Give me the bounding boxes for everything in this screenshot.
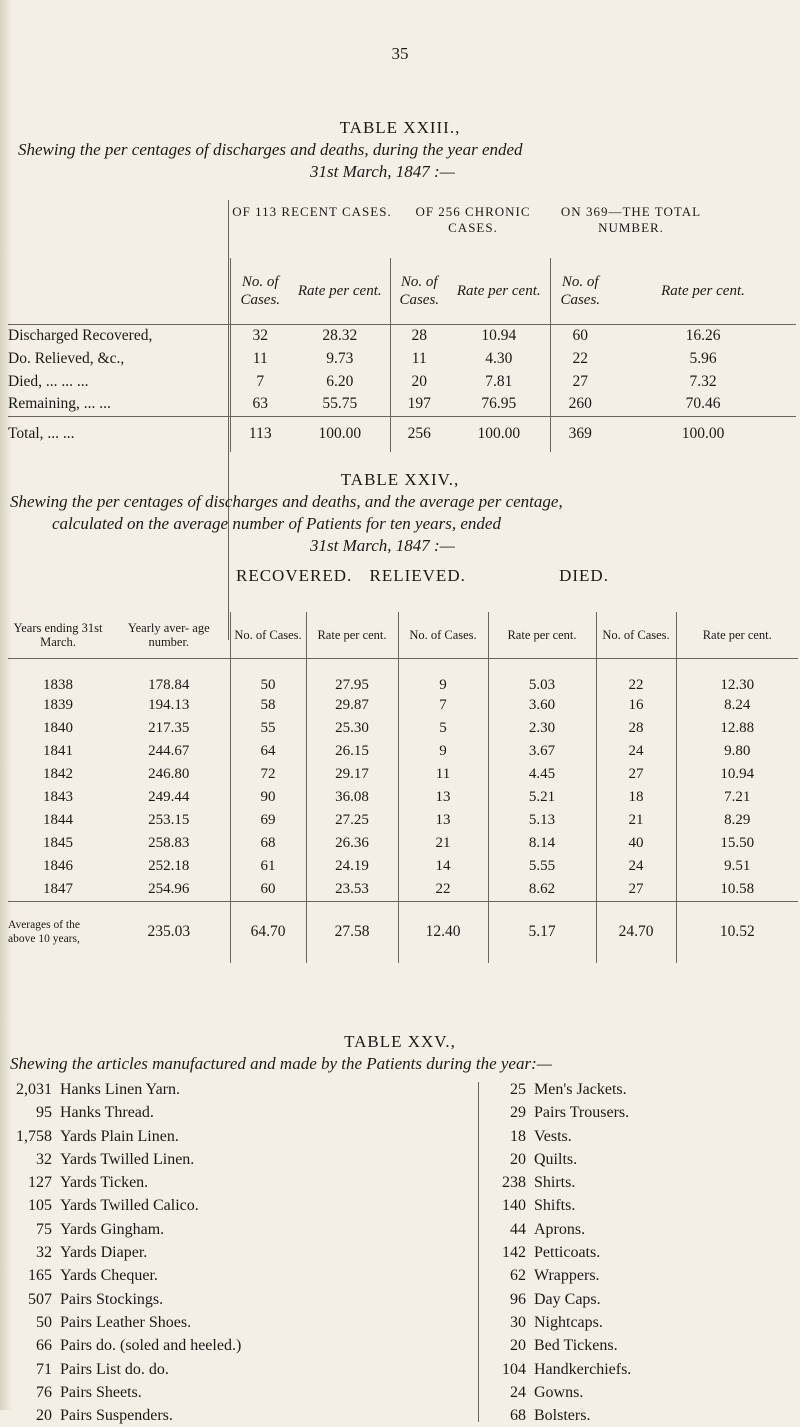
- t24-cell: 27.95: [306, 658, 398, 694]
- article-quantity: 44: [510, 1220, 526, 1238]
- t24-row: [8, 786, 798, 809]
- article-name: Yards Twilled Calico.: [60, 1197, 199, 1215]
- article-name: Hanks Linen Yarn.: [60, 1081, 180, 1098]
- t24-cell: 18: [596, 786, 676, 809]
- t24-cell: 244.67: [148, 743, 190, 759]
- t23-total-cell: 113: [230, 416, 290, 452]
- table-xxiv-caption-line3: 31st March, 1847 :—: [310, 536, 455, 555]
- t24-cell: 1844: [43, 812, 73, 828]
- t24-group-relieved: RELIEVED.: [369, 566, 466, 585]
- t24-cell: 8.62: [488, 878, 596, 901]
- t24-cell: 194.13: [148, 697, 190, 713]
- t23-cell: 32: [230, 324, 290, 347]
- t24-cell: 1847: [43, 880, 73, 897]
- t24-cell: 90: [230, 786, 306, 809]
- t23-cell: 55.75: [322, 395, 358, 413]
- t24-col-header: Rate per cent.: [676, 612, 798, 658]
- t23-cell: 63: [230, 393, 290, 416]
- t24-cell: 5.03: [488, 658, 596, 694]
- article-name: Day Caps.: [534, 1290, 601, 1308]
- t24-row: [8, 763, 798, 786]
- t23-subheader-rate: Rate per cent.: [661, 282, 745, 299]
- article-item: [478, 1311, 631, 1334]
- article-item: [4, 1218, 241, 1241]
- article-item: [478, 1194, 631, 1217]
- t24-cell: 1840: [43, 720, 73, 736]
- article-quantity: 32: [36, 1150, 52, 1168]
- t24-col-header: Rate per cent.: [306, 612, 398, 658]
- t24-col-header: No. of Cases.: [596, 612, 676, 658]
- t23-total-label: Total, ... ...: [8, 425, 75, 443]
- t24-cell: 2.30: [488, 717, 596, 740]
- article-name: Bolsters.: [534, 1407, 591, 1425]
- article-quantity: 20: [510, 1150, 526, 1168]
- t24-col-header: Years ending 31st March.: [13, 620, 103, 649]
- t24-avg-cell: 5.17: [488, 901, 596, 963]
- t24-cell: 16: [596, 694, 676, 717]
- article-name: Yards Ticken.: [60, 1174, 149, 1192]
- t23-cell: 260: [550, 393, 610, 416]
- article-quantity: 71: [36, 1360, 52, 1378]
- article-name: Yards Twilled Linen.: [60, 1150, 195, 1168]
- article-name: Hanks Thread.: [60, 1104, 154, 1122]
- article-item: [4, 1194, 241, 1217]
- article-item: [478, 1241, 631, 1264]
- t23-group-recent: OF 113 RECENT CASES.: [232, 204, 392, 219]
- t24-cell: 12.30: [676, 658, 798, 694]
- t23-total-cell: 256: [390, 416, 448, 452]
- article-name: Pairs Stockings.: [60, 1290, 164, 1308]
- t24-cell: 11: [398, 763, 488, 786]
- t24-col-header: No. of Cases.: [230, 612, 306, 658]
- t23-row: [8, 324, 796, 347]
- t23-row: [8, 347, 796, 370]
- article-name: Pairs do. (soled and heeled.): [60, 1337, 242, 1355]
- article-quantity: 50: [36, 1313, 52, 1331]
- article-name: Pairs Suspenders.: [60, 1407, 173, 1425]
- t23-total-cell: 100.00: [318, 425, 362, 443]
- t24-cell: 58: [230, 694, 306, 717]
- article-name: Wrappers.: [534, 1267, 600, 1285]
- article-quantity: 105: [28, 1197, 52, 1215]
- article-name: Bed Tickens.: [534, 1337, 618, 1355]
- article-name: Gowns.: [534, 1383, 584, 1401]
- article-item: [4, 1171, 241, 1194]
- table-xxv-caption: Shewing the articles manufactured and made by the Patients during the year:—: [10, 1054, 552, 1073]
- article-quantity: 95: [36, 1104, 52, 1122]
- article-name: Shirts.: [534, 1174, 576, 1192]
- t24-cell: 5: [398, 717, 488, 740]
- article-name: Vests.: [534, 1127, 572, 1145]
- t24-cell: 258.83: [148, 835, 190, 851]
- t24-cell: 5.55: [488, 855, 596, 878]
- articles-list-left: [4, 1078, 241, 1427]
- t23-cell: 27: [550, 370, 610, 393]
- article-name: Aprons.: [534, 1220, 586, 1238]
- article-quantity: 140: [502, 1197, 526, 1215]
- t23-subheader-rate: Rate per cent.: [456, 282, 541, 299]
- article-item: [478, 1264, 631, 1287]
- t24-cell: 61: [230, 855, 306, 878]
- article-item: [478, 1381, 631, 1404]
- t24-cell: 21: [596, 809, 676, 832]
- t24-cell: 29.87: [306, 694, 398, 717]
- t24-cell: 72: [230, 763, 306, 786]
- article-quantity: 75: [36, 1220, 52, 1238]
- table-xxiv: [8, 612, 798, 963]
- article-quantity: 104: [502, 1360, 526, 1378]
- t23-cell: 4.30: [485, 349, 513, 367]
- t24-cell: 1845: [43, 835, 73, 851]
- article-name: Yards Plain Linen.: [60, 1127, 179, 1145]
- t24-cell: 1842: [43, 766, 73, 782]
- t23-cell: 28: [390, 324, 448, 347]
- t24-cell: 254.96: [148, 880, 190, 897]
- t24-avg-cell: 10.52: [676, 901, 798, 963]
- article-quantity: 30: [510, 1313, 526, 1331]
- table-xxiv-title: TABLE XXIV.,: [340, 470, 460, 489]
- article-name: Yards Gingham.: [60, 1220, 165, 1238]
- article-quantity: 29: [510, 1104, 526, 1122]
- article-item: [4, 1288, 241, 1311]
- t23-cell: 16.26: [685, 326, 721, 344]
- t24-cell: 50: [230, 658, 306, 694]
- t24-col-header: No. of Cases.: [398, 612, 488, 658]
- article-quantity: 25: [510, 1081, 526, 1098]
- article-name: Quilts.: [534, 1150, 578, 1168]
- t24-cell: 10.94: [676, 763, 798, 786]
- table-xxv-title: TABLE XXV.,: [344, 1032, 456, 1051]
- t24-avg-cell: 24.70: [596, 901, 676, 963]
- t23-group-total: ON 369—THE TOTAL NUMBER.: [560, 204, 702, 235]
- t24-cell: 13: [398, 786, 488, 809]
- article-quantity: 238: [502, 1174, 526, 1192]
- t24-cell: 27.25: [306, 809, 398, 832]
- t24-cell: 4.45: [488, 763, 596, 786]
- t23-cell: 197: [390, 393, 448, 416]
- article-quantity: 76: [36, 1383, 52, 1401]
- table-xxiv-caption-line1: Shewing the per centages of discharges and deaths, and the average per centage,: [10, 492, 563, 511]
- t23-cell: 76.95: [481, 395, 517, 413]
- table-xxiii-caption-line1: Shewing the per centages of discharges and deaths, during the year ended: [18, 140, 523, 159]
- article-name: Pairs List do. do.: [60, 1360, 169, 1378]
- article-quantity: 96: [510, 1290, 526, 1308]
- article-name: Pairs Trousers.: [534, 1104, 630, 1122]
- t23-cell: 6.20: [326, 372, 354, 390]
- t24-avg-label: Averages of the above 10 years,: [8, 919, 80, 946]
- article-item: [478, 1101, 631, 1124]
- table-xxiii: [8, 258, 796, 452]
- t23-row-label: Do. Relieved, &c.,: [8, 349, 125, 367]
- article-quantity: 1,758: [16, 1127, 52, 1145]
- table-xxiii-caption-line2: 31st March, 1847 :—: [310, 162, 455, 181]
- t24-cell: 64: [230, 740, 306, 763]
- t24-cell: 22: [398, 878, 488, 901]
- article-item: [4, 1381, 241, 1404]
- t23-row-label: Remaining, ... ...: [8, 395, 111, 413]
- article-item: [478, 1288, 631, 1311]
- t24-cell: 1841: [43, 743, 73, 759]
- t23-cell: 7.81: [485, 372, 513, 390]
- t23-cell: 60: [550, 324, 610, 347]
- t24-cell: 1838: [43, 677, 73, 693]
- t24-avg-cell: 235.03: [147, 923, 191, 941]
- article-quantity: 142: [502, 1244, 526, 1262]
- t23-total-cell: 100.00: [681, 425, 725, 443]
- t24-cell: 12.88: [676, 717, 798, 740]
- t24-row: [8, 832, 798, 855]
- article-quantity: 32: [36, 1244, 52, 1262]
- t24-cell: 28: [596, 717, 676, 740]
- t24-cell: 3.67: [488, 740, 596, 763]
- t24-cell: 8.24: [676, 694, 798, 717]
- article-name: Petticoats.: [534, 1244, 601, 1262]
- t24-avg-cell: 27.58: [306, 901, 398, 963]
- t23-total-cell: 100.00: [477, 425, 521, 443]
- t23-cell: 5.96: [689, 349, 717, 367]
- t24-cell: 21: [398, 832, 488, 855]
- article-item: [478, 1125, 631, 1148]
- t24-cell: 27: [596, 763, 676, 786]
- t23-row: [8, 393, 796, 416]
- t24-col-header: Rate per cent.: [488, 612, 596, 658]
- article-name: Pairs Leather Shoes.: [60, 1313, 192, 1331]
- article-item: [4, 1078, 241, 1101]
- t24-cell: 178.84: [148, 677, 190, 693]
- t24-cell: 252.18: [148, 858, 190, 874]
- table-xxiv-caption-line2: calculated on the average number of Patients for ten years, ended: [52, 514, 501, 533]
- t24-cell: 24: [596, 855, 676, 878]
- t23-cell: 9.73: [326, 349, 354, 367]
- t24-avg-cell: 64.70: [230, 901, 306, 963]
- t24-cell: 27: [596, 878, 676, 901]
- t24-cell: 22: [596, 658, 676, 694]
- t24-cell: 249.44: [148, 789, 190, 805]
- t24-cell: 9: [398, 740, 488, 763]
- article-quantity: 20: [510, 1337, 526, 1355]
- article-name: Men's Jackets.: [534, 1081, 627, 1098]
- t24-cell: 24.19: [306, 855, 398, 878]
- t24-cell: 15.50: [676, 832, 798, 855]
- article-quantity: 127: [28, 1174, 52, 1192]
- t24-row: [8, 717, 798, 740]
- article-name: Pairs Sheets.: [60, 1383, 142, 1401]
- article-quantity: 2,031: [16, 1081, 52, 1098]
- article-item: [4, 1148, 241, 1171]
- t23-subheader-rate: Rate per cent.: [297, 282, 382, 299]
- t24-cell: 23.53: [306, 878, 398, 901]
- t24-cell: 7: [398, 694, 488, 717]
- article-item: [4, 1358, 241, 1381]
- t24-group-died: DIED.: [559, 566, 609, 585]
- t23-total-row: [8, 416, 796, 452]
- article-item: [4, 1311, 241, 1334]
- t23-cell: 11: [230, 347, 290, 370]
- article-item: [4, 1404, 241, 1427]
- articles-list-right: [478, 1078, 631, 1427]
- article-item: [4, 1125, 241, 1148]
- t23-cell: 11: [390, 347, 448, 370]
- t24-cell: 69: [230, 809, 306, 832]
- t23-cell: 7.32: [689, 372, 717, 390]
- t24-cell: 1843: [43, 789, 73, 805]
- t24-cell: 9: [398, 658, 488, 694]
- t24-cell: 13: [398, 809, 488, 832]
- article-item: [478, 1148, 631, 1171]
- t24-cell: 36.08: [306, 786, 398, 809]
- article-name: Shifts.: [534, 1197, 576, 1215]
- t23-cell: 70.46: [685, 395, 721, 413]
- article-item: [478, 1078, 631, 1101]
- t24-cell: 8.14: [488, 832, 596, 855]
- t24-cell: 9.80: [676, 740, 798, 763]
- t24-cell: 253.15: [148, 812, 190, 828]
- page-number: 35: [391, 44, 409, 63]
- article-quantity: 20: [36, 1407, 52, 1425]
- t24-cell: 217.35: [148, 720, 190, 736]
- article-name: Handkerchiefs.: [534, 1360, 632, 1378]
- t24-cell: 25.30: [306, 717, 398, 740]
- t24-cell: 24: [596, 740, 676, 763]
- t24-cell: 40: [596, 832, 676, 855]
- t24-cell: 7.21: [676, 786, 798, 809]
- t24-cell: 14: [398, 855, 488, 878]
- t24-cell: 68: [230, 832, 306, 855]
- article-item: [478, 1404, 631, 1427]
- t23-cell: 10.94: [481, 326, 517, 344]
- t24-row: [8, 740, 798, 763]
- article-item: [4, 1101, 241, 1124]
- t24-cell: 55: [230, 717, 306, 740]
- t23-subheader-cases: No. of Cases.: [230, 258, 290, 324]
- article-quantity: 165: [28, 1267, 52, 1285]
- t23-row-label: Died, ... ... ...: [8, 372, 89, 390]
- t24-cell: 10.58: [676, 878, 798, 901]
- t24-row: [8, 855, 798, 878]
- t23-total-cell: 369: [550, 416, 610, 452]
- t24-cell: 60: [230, 878, 306, 901]
- article-item: [478, 1334, 631, 1357]
- t23-cell: 7: [230, 370, 290, 393]
- t23-subheader-cases: No. of Cases.: [390, 258, 448, 324]
- article-item: [4, 1334, 241, 1357]
- article-quantity: 24: [510, 1383, 526, 1401]
- t23-row-label: Discharged Recovered,: [8, 326, 153, 344]
- article-quantity: 66: [36, 1337, 52, 1355]
- t24-row: [8, 878, 798, 901]
- article-name: Nightcaps.: [534, 1313, 603, 1331]
- article-item: [478, 1218, 631, 1241]
- article-quantity: 68: [510, 1407, 526, 1425]
- article-name: Yards Diaper.: [60, 1244, 148, 1262]
- t24-cell: 5.21: [488, 786, 596, 809]
- t24-group-recovered: RECOVERED.: [236, 566, 353, 585]
- article-item: [478, 1358, 631, 1381]
- table-xxiii-title: TABLE XXIII.,: [339, 118, 461, 137]
- t24-cell: 29.17: [306, 763, 398, 786]
- t24-cell: 5.13: [488, 809, 596, 832]
- t24-cell: 3.60: [488, 694, 596, 717]
- t24-cell: 8.29: [676, 809, 798, 832]
- t24-cell: 246.80: [148, 766, 190, 782]
- t23-cell: 22: [550, 347, 610, 370]
- article-name: Yards Chequer.: [60, 1267, 158, 1285]
- article-item: [4, 1241, 241, 1264]
- t24-row: [8, 694, 798, 717]
- t24-row: [8, 809, 798, 832]
- t23-row: [8, 370, 796, 393]
- t23-group-chronic: OF 256 CHRONIC CASES.: [415, 204, 531, 235]
- t24-cell: 9.51: [676, 855, 798, 878]
- t24-col-header: Yearly aver- age number.: [127, 620, 210, 649]
- t24-avg-cell: 12.40: [398, 901, 488, 963]
- article-quantity: 507: [28, 1290, 52, 1308]
- article-item: [478, 1171, 631, 1194]
- t23-subheader-cases: No. of Cases.: [550, 258, 610, 324]
- t24-cell: 1846: [43, 858, 73, 874]
- t24-cell: 1839: [43, 697, 73, 713]
- article-quantity: 18: [510, 1127, 526, 1145]
- t24-row: [8, 658, 798, 694]
- t23-cell: 20: [390, 370, 448, 393]
- article-item: [4, 1264, 241, 1287]
- t24-cell: 26.36: [306, 832, 398, 855]
- article-quantity: 62: [510, 1267, 526, 1285]
- t24-cell: 26.15: [306, 740, 398, 763]
- t23-cell: 28.32: [322, 326, 358, 344]
